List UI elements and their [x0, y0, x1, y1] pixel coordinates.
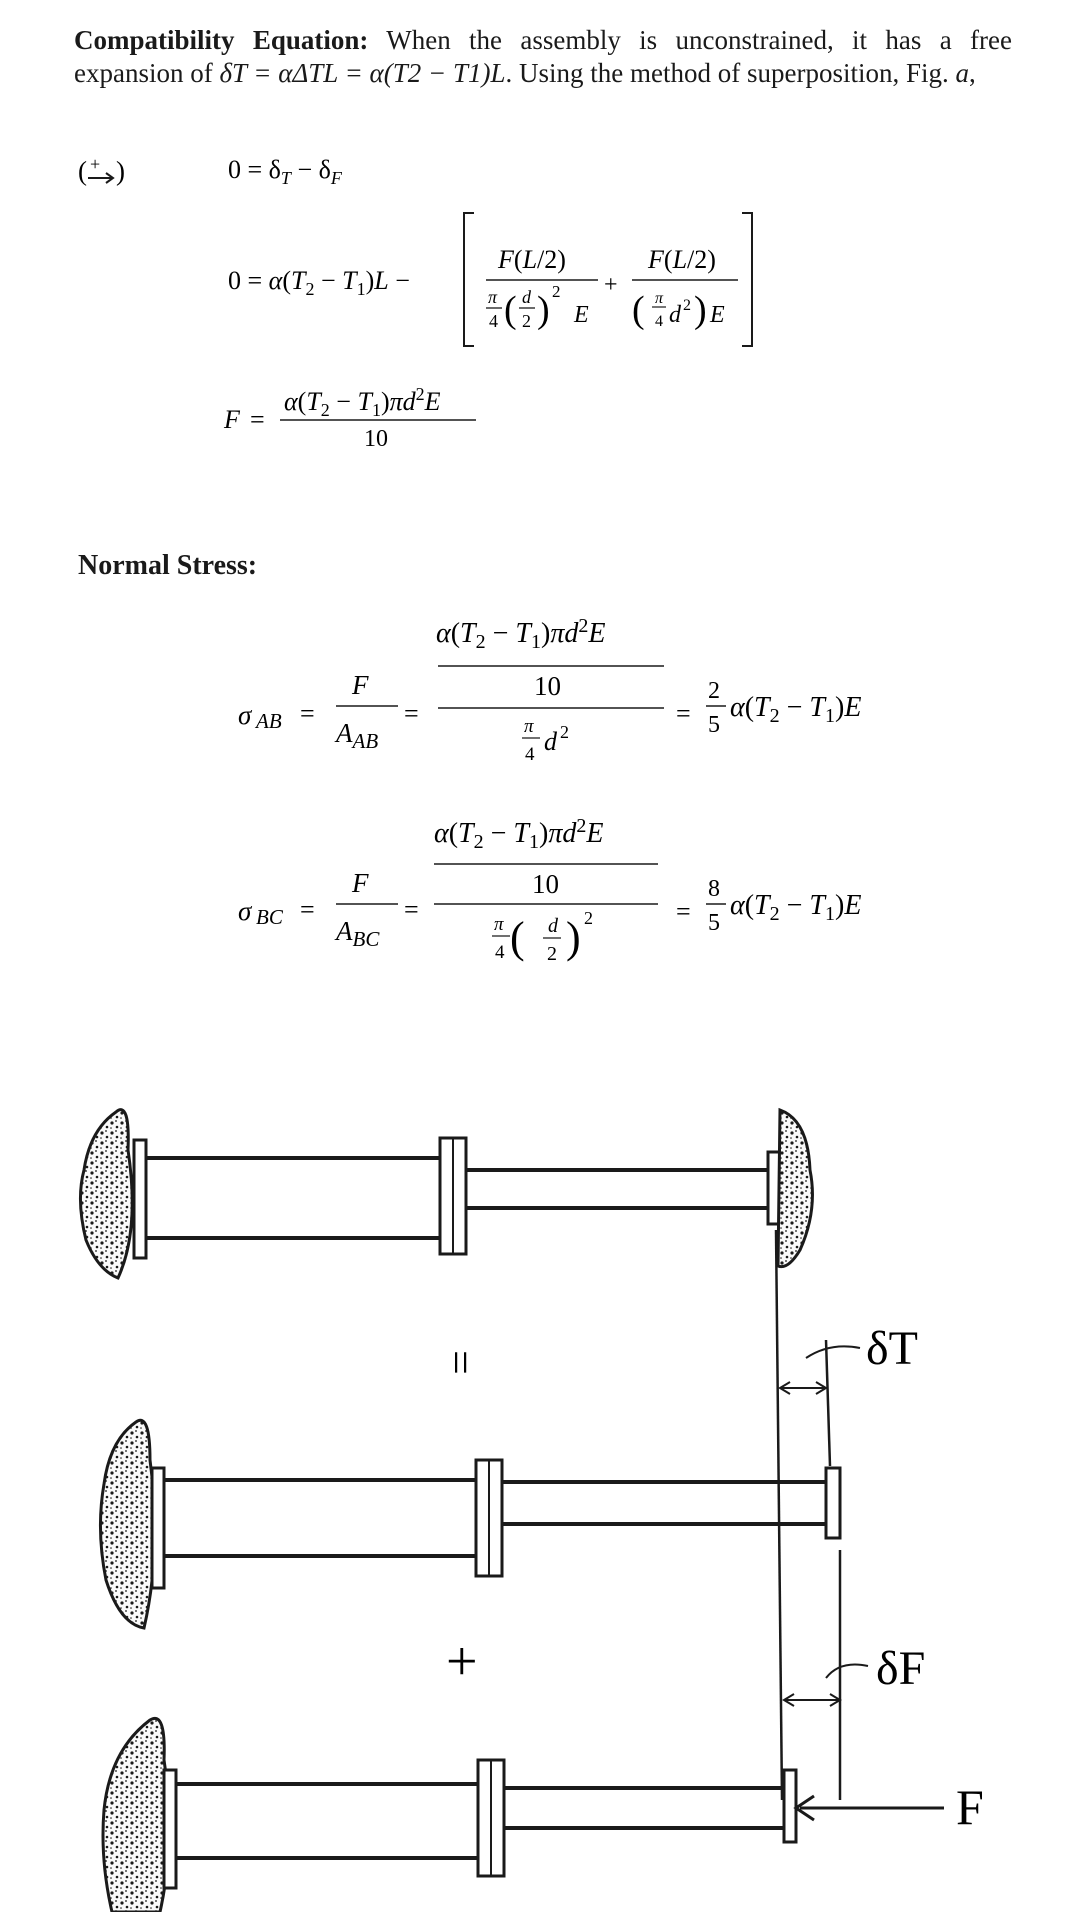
svg-text:π: π [655, 290, 664, 307]
svg-text:2: 2 [552, 282, 561, 301]
delta-f-dimension [784, 1665, 868, 1707]
svg-text:AAB: $A_{AB}$ [336, 718, 379, 753]
svg-text:α(T2 − T1)E: $\alpha(T_2 - T_1)E$ [730, 890, 862, 925]
svg-text:4: 4 [655, 313, 663, 330]
svg-text:4: 4 [489, 311, 498, 331]
svg-text:2: 2 [522, 311, 531, 331]
svg-text:=: = [250, 405, 265, 434]
svg-text:π: π [488, 287, 498, 307]
compatibility-label: Compatibility Equation: [74, 25, 369, 55]
delta-t-label: δT [866, 1322, 918, 1375]
equation-2 [228, 213, 752, 346]
svg-text:+: + [90, 154, 101, 174]
svg-text:BC: BC [256, 905, 283, 929]
svg-text:=: = [300, 699, 315, 728]
reference-line [776, 1230, 782, 1800]
svg-text:F: F [224, 405, 240, 434]
svg-text:0 = α(T2 − T1)L −: $0 = \alpha(T_2 - T_1)L$ − [228, 266, 410, 299]
delta-t-dimension [780, 1346, 860, 1394]
svg-text:π: π [524, 716, 534, 737]
equation-3 [223, 384, 476, 452]
svg-text:8: 8 [708, 876, 720, 902]
svg-text:d: d [669, 302, 681, 328]
svg-text:4: 4 [525, 744, 535, 765]
normal-stress-heading: Normal Stress: [78, 550, 258, 581]
svg-text:10: 10 [364, 426, 388, 452]
left-wall-1 [80, 1110, 132, 1278]
sigma-bc-equation [238, 815, 861, 965]
svg-text:4: 4 [495, 942, 505, 963]
svg-text:α(T2 − T1)πd2E: $\alpha(T_2 - T_1)\pi d^2E$ [434, 815, 604, 853]
svg-text:σ: σ [238, 896, 252, 926]
svg-text:d: d [548, 915, 558, 937]
assembly-fixed [80, 1110, 812, 1278]
svg-text:σ: σ [238, 700, 252, 730]
svg-text:=: = [676, 897, 691, 926]
svg-text:+: + [604, 272, 618, 298]
svg-text:(: ( [510, 913, 525, 962]
equals-sign: = [436, 1350, 485, 1375]
svg-text:10: 10 [534, 671, 561, 701]
force-label: F [956, 1779, 984, 1835]
svg-text:2: 2 [560, 722, 569, 742]
svg-text:2: 2 [547, 943, 557, 965]
svg-text:E: E [710, 302, 725, 328]
svg-text:2: 2 [708, 678, 720, 704]
free-expansion-formula: δT = αΔTL = α(T2 − T1)L [219, 58, 506, 88]
svg-text:α(T2 − T1)E: $\alpha(T_2 - T_1)E$ [730, 692, 862, 727]
figure-reference: a [955, 58, 969, 88]
sign-convention: ( [78, 156, 87, 186]
svg-text:10: 10 [532, 869, 559, 899]
svg-text:d: d [544, 727, 557, 756]
svg-text:d: d [522, 287, 531, 307]
svg-text:0 = δT − δF: $0 = \delta_T - \delta_F$ [228, 155, 342, 188]
svg-text:2: 2 [584, 908, 593, 928]
force-arrow [796, 1796, 944, 1820]
svg-text:): ) [694, 289, 707, 331]
svg-text:π: π [494, 914, 504, 935]
assembly-applied-force [103, 1718, 796, 1912]
equation-1 [228, 155, 343, 188]
delta-f-label: δF [876, 1642, 926, 1695]
svg-text:F: F [352, 868, 369, 898]
svg-text:F(L/2): F(L/2) [498, 245, 566, 274]
svg-text:5: 5 [708, 910, 720, 936]
paragraph-text-2: . Using the method of superposition, Fig. [505, 58, 956, 88]
svg-text:=: = [676, 699, 691, 728]
svg-text:α(T2 − T1)πd2E: $\alpha(T_2 - T_1)\pi d^2E$ [284, 384, 441, 420]
svg-text:5: 5 [708, 712, 720, 738]
left-wall-3 [103, 1718, 169, 1912]
svg-text:AB: AB [256, 709, 282, 733]
right-wall-1 [778, 1110, 812, 1267]
sigma-ab-equation [238, 615, 861, 765]
plus-sign: + [446, 1631, 478, 1693]
svg-text:α(T2 − T1)πd2E: $\alpha(T_2 - T_1)\pi d^2E$ [436, 615, 606, 653]
svg-text:ABC: $A_{BC}$ [336, 916, 380, 951]
svg-text:(: ( [632, 289, 645, 331]
superposition-figure [0, 1080, 1080, 1912]
svg-text:=: = [404, 699, 419, 728]
svg-text:2: 2 [683, 297, 691, 314]
left-wall-2 [100, 1420, 154, 1628]
svg-text:=: = [404, 895, 419, 924]
svg-text:F: F [352, 670, 369, 700]
svg-text:E: E [574, 302, 589, 328]
normal-stress-equations [0, 600, 1080, 990]
paragraph-text-1: When the assembly is unconstrained, it has a free expansion of [74, 25, 1012, 88]
svg-text:=: = [300, 895, 315, 924]
svg-text:): ) [116, 156, 125, 186]
svg-text:(: ( [504, 289, 517, 331]
assembly-thermal-expansion [100, 1420, 840, 1628]
svg-text:): ) [537, 289, 550, 331]
compatibility-equations [0, 0, 1080, 470]
svg-text:F(L/2): F(L/2) [648, 245, 716, 274]
paragraph-trailing: , [968, 58, 976, 88]
svg-text:): ) [566, 913, 581, 962]
